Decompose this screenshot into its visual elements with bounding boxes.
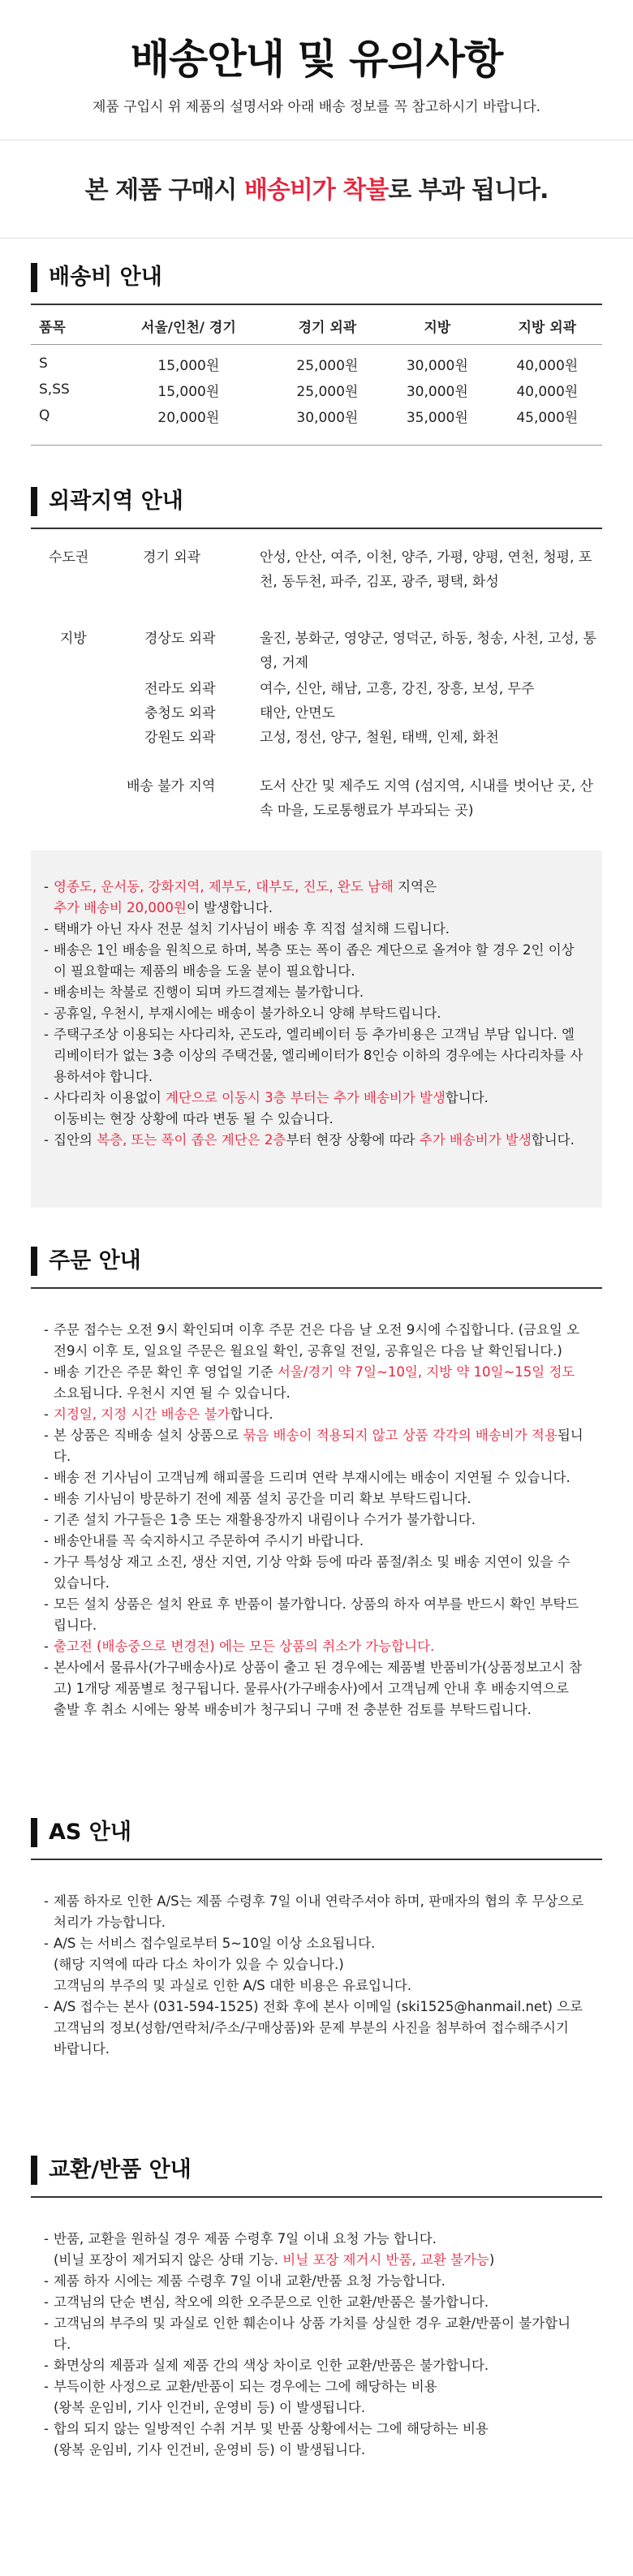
list-item: - A/S 접수는 본사 (031-594-1525) 전화 후에 본사 이메일 (ski1525@hanmail.net) 으로 고객님의 정보(성함/연락처/주소/구매상품)와 문제 부분의 사진을 첨부하여 접수해주시기 바랍니다. xyxy=(44,1997,584,2060)
note-text: 이 발생합니다. xyxy=(186,900,273,915)
note-highlight: 묶음 배송이 적용되지 않고 상품 각각의 배송비가 적용 xyxy=(243,1428,558,1443)
note-text: 부득이한 사정으로 교환/반품이 되는 경우에는 그에 해당하는 비용 xyxy=(54,2379,437,2394)
fee-cell: S xyxy=(39,355,48,372)
note-text: 사다리차 이용없이 xyxy=(54,1090,166,1105)
table-row xyxy=(31,403,602,429)
note-highlight: 복층, 또는 폭이 좁은 계단은 2층 xyxy=(97,1132,286,1148)
region-unavailable-label: 배송 불가 지역 xyxy=(127,778,216,795)
note-text: 고객님의 부주의 및 과실로 인한 A/S 대한 비용은 유료입니다. xyxy=(54,1978,412,1993)
list-item: - 모든 설치 상품은 설치 완료 후 반품이 불가합니다. 상품의 하자 여부를 반드시 확인 부탁드립니다. xyxy=(44,1594,584,1636)
list-item: - 화면상의 제품과 실제 제품 간의 색상 차이로 인한 교환/반품은 불가합니다. xyxy=(44,2355,584,2376)
region-gangwon-list: 고성, 정선, 양구, 철원, 태백, 인제, 화천 xyxy=(260,730,499,746)
fee-cell: 25,000원 xyxy=(296,383,359,400)
list-item: - 본사에서 물류사(가구배송사)로 상품이 출고 된 경우에는 제품별 반품비가(상품정보고시 참고) 1개당 제품별로 청구됩니다. 물류사(가구배송사)에서 고객님께 안내 후 배송지역으로 출발 후 취소 시에는 왕복 배송비가 청구되니 구매 전 충분한 검토를 부탁드립니다. xyxy=(44,1657,584,1721)
region-gangwon-label: 강원도 외곽 xyxy=(144,730,216,746)
note-text: 이동비는 현장 상황에 따라 변동 될 수 있습니다. xyxy=(54,1111,334,1126)
list-item: - 고객님의 단순 변심, 착오에 의한 오주문으로 인한 교환/반품은 불가합니다. xyxy=(44,2292,584,2313)
fee-cell: 35,000원 xyxy=(406,409,468,426)
outer-region-list xyxy=(31,545,602,846)
note-text: A/S 는 서비스 접수일로부터 5~10일 이상 소요됩니다. xyxy=(54,1936,376,1951)
note-text: 배송 기간은 주문 확인 후 영업일 기준 xyxy=(54,1364,278,1380)
list-item: - 제품 하자 시에는 제품 수령후 7일 이내 교환/반품 요청 가능합니다. xyxy=(44,2271,584,2292)
list-item: - 배송은 1인 배송을 원칙으로 하며, 복층 또는 폭이 좁은 계단으로 올겨야 할 경우 2인 이상이 필요할때는 제품의 배송을 도울 분이 필요합니다. xyxy=(44,940,584,982)
note-text: 소요됩니다. 우천시 지연 될 수 있습니다. xyxy=(54,1385,291,1401)
exchange-info-rule xyxy=(31,2196,602,2198)
note-text: 합니다. xyxy=(445,1090,489,1105)
as-info-title: AS 안내 xyxy=(31,1818,131,1847)
as-info-rule xyxy=(31,1859,602,1860)
list-item: - 배송 기사님이 방문하기 전에 제품 설치 공간을 미리 확보 부탁드립니다. xyxy=(44,1488,584,1510)
note-text: 반품, 교환을 원하실 경우 제품 수령후 7일 이내 요청 가능 합니다. xyxy=(54,2231,437,2246)
fee-header-local-outer: 지방 외곽 xyxy=(493,307,602,345)
list-item xyxy=(44,1404,584,1425)
note-text: (해당 지역에 따라 다소 차이가 있을 수 있습니다.) xyxy=(54,1957,344,1972)
note-text: 집안의 xyxy=(54,1132,97,1148)
list-item: - 고객님의 부주의 및 과실로 인한 훼손이나 상품 가치를 상실한 경우 교환/반품이 불가합니다. xyxy=(44,2313,584,2355)
page-subtitle: 제품 구입시 위 제품의 설명서와 아래 배송 정보를 꼭 참고하시기 바랍니다. xyxy=(92,99,541,115)
list-item: - 주택구조상 이용되는 사다리차, 곤도라, 엘리베이터 등 추가비용은 고객님 부담 입니다. 엘리베이터가 없는 3층 이상의 주택건물, 엘리베이터가 8인승 이하의 경우에는 사다리차를 사용하셔야 합니다. xyxy=(44,1024,584,1088)
fee-cell: 15,000원 xyxy=(157,383,220,400)
region-gyeongsang-list: 울진, 봉화군, 영양군, 영덕군, 하동, 청송, 사천, 고성, 통영, 거제 xyxy=(260,631,596,671)
note-text: 합의 되지 않는 일방적인 수취 거부 및 반품 상황에서는 그에 해당하는 비용 xyxy=(54,2421,489,2436)
note-highlight: 비닐 포장 제거시 반품, 교환 불가능 xyxy=(282,2252,489,2268)
region-metro-sub: 경기 외곽 xyxy=(143,549,201,566)
note-text: 합니다. xyxy=(230,1406,273,1422)
order-info-body xyxy=(31,1295,602,1721)
list-item: - 배송비는 착불로 진행이 되며 카드결제는 불가합니다. xyxy=(44,982,584,1003)
order-info-rule xyxy=(31,1287,602,1289)
fee-cell: 30,000원 xyxy=(406,383,468,400)
fee-cell: Q xyxy=(39,407,50,424)
outer-region-rule xyxy=(31,528,602,529)
note-text: 본 상품은 직배송 설치 상품으로 xyxy=(54,1428,243,1443)
region-metro-list: 안성, 안산, 여주, 이천, 양주, 가평, 양평, 연천, 청평, 포천, 동두천, 파주, 김포, 광주, 평택, 화성 xyxy=(260,549,592,590)
page-header xyxy=(0,0,633,239)
fee-header-item: 품목 xyxy=(31,307,105,345)
fee-header-metro: 서울/인천/ 경기 xyxy=(105,307,273,345)
list-item xyxy=(44,1636,584,1657)
region-chungcheong-label: 충청도 외곽 xyxy=(144,705,216,722)
shipping-fee-table xyxy=(31,307,602,429)
shipping-fee-title: 배송비 안내 xyxy=(31,263,162,292)
as-info-body xyxy=(31,1867,602,2060)
list-item: - 공휴일, 우천시, 부재시에는 배송이 불가하오니 양해 부탁드립니다. xyxy=(44,1003,584,1024)
list-item: - 배송 전 기사님이 고객님께 해피콜을 드리며 연락 부재시에는 배송이 지연될 수 있습니다. xyxy=(44,1467,584,1488)
fee-cell: 45,000원 xyxy=(516,409,579,426)
shipping-notes-box xyxy=(31,851,602,1208)
note-text: (왕복 운임비, 기사 인건비, 운영비 등) 이 발생됩니다. xyxy=(54,2400,366,2415)
note-text: 됩니다. xyxy=(54,1428,583,1464)
shipping-fee-bottom-rule xyxy=(31,445,602,446)
list-item: - 기존 설치 가구들은 1층 또는 재활용장까지 내림이나 수거가 불가합니다. xyxy=(44,1510,584,1531)
list-item: - 택배가 아닌 자사 전문 설치 기사님이 배송 후 직접 설치해 드립니다. xyxy=(44,919,584,940)
region-local-label: 지방 xyxy=(60,631,87,647)
fee-cell: 15,000원 xyxy=(157,357,220,374)
fee-cell: 20,000원 xyxy=(157,409,220,426)
fee-cell: 25,000원 xyxy=(296,357,359,374)
region-metro-label: 수도권 xyxy=(49,549,89,566)
outer-region-title: 외곽지역 안내 xyxy=(31,487,183,516)
list-item: - 배송안내를 꼭 숙지하시고 주문하여 주시기 바랍니다. xyxy=(44,1531,584,1552)
list-item: - 가구 특성상 재고 소진, 생산 지연, 기상 악화 등에 따라 품절/취소 및 배송 지연이 있을 수 있습니다. xyxy=(44,1552,584,1594)
list-item: - 주문 접수는 오전 9시 확인되며 이후 주문 건은 다음 날 오전 9시에 수집합니다. (금요일 오전9시 이후 토, 일요일 주문은 월요일 확인, 공휴일 전일, 공휴일은 다음 날 확인됩니다.) xyxy=(44,1320,584,1362)
note-text: (왕복 운임비, 기사 인건비, 운영비 등) 이 발생됩니다. xyxy=(54,2442,366,2458)
note-highlight: 추가 배송비 20,000원 xyxy=(54,900,187,915)
region-gyeongsang-label: 경상도 외곽 xyxy=(144,631,216,647)
notice-divider xyxy=(0,238,633,239)
note-text: 부터 현장 상황에 따라 xyxy=(286,1132,420,1148)
table-row xyxy=(31,377,602,403)
note-highlight: 지정일, 지정 시간 배송은 불가 xyxy=(54,1406,230,1422)
note-highlight: 출고전 (배송중으로 변경전) 에는 모든 상품의 취소가 가능합니다. xyxy=(54,1639,435,1654)
note-highlight: 영종도, 운서동, 강화지역, 제부도, 대부도, 진도, 완도 남해 xyxy=(54,879,394,894)
note-highlight: 계단으로 이동시 3층 부터는 추가 배송비가 발생 xyxy=(166,1090,446,1105)
note-text: 지역은 xyxy=(393,879,437,894)
fee-cell: 40,000원 xyxy=(516,383,579,400)
fee-cell: 30,000원 xyxy=(406,357,468,374)
exchange-info-body xyxy=(31,2204,602,2461)
list-item xyxy=(44,2229,584,2271)
shipping-fee-rule xyxy=(31,304,602,305)
region-unavailable-list: 도서 산간 및 제주도 지역 (섬지역, 시내를 벗어난 곳, 산 속 마을, 도로통행료가 부과되는 곳) xyxy=(260,778,593,819)
region-jeolla-list: 여수, 신안, 해남, 고흥, 강진, 장흥, 보성, 무주 xyxy=(260,681,535,697)
order-notes-list xyxy=(31,1295,602,1721)
list-item xyxy=(44,877,584,919)
fee-table-header-row xyxy=(31,307,602,345)
list-item xyxy=(44,1130,584,1151)
note-text: ) xyxy=(489,2252,495,2268)
as-notes-list xyxy=(31,1867,602,2060)
exchange-notes-list xyxy=(31,2204,602,2461)
list-item xyxy=(44,2419,584,2461)
list-item xyxy=(44,1933,584,1997)
fee-header-local: 지방 xyxy=(382,307,492,345)
fee-notice-prefix: 본 제품 구매시 xyxy=(84,176,244,205)
exchange-info-title: 교환/반품 안내 xyxy=(31,2156,192,2185)
fee-header-gyeonggi-outer: 경기 외곽 xyxy=(273,307,382,345)
order-info-title: 주문 안내 xyxy=(31,1247,141,1276)
list-item xyxy=(44,2376,584,2419)
note-highlight: 추가 배송비가 발생 xyxy=(419,1132,532,1148)
list-item xyxy=(44,1088,584,1130)
fee-notice xyxy=(0,170,633,205)
shipping-notes-list xyxy=(31,851,602,1151)
list-item xyxy=(44,1425,584,1467)
region-jeolla-label: 전라도 외곽 xyxy=(144,681,216,697)
list-item: - 제품 하자로 인한 A/S는 제품 수령후 7일 이내 연락주셔야 하며, 판매자의 협의 후 무상으로 처리가 가능합니다. xyxy=(44,1891,584,1933)
note-text: (비닐 포장이 제거되지 않은 상태 기능. xyxy=(54,2252,283,2268)
note-text: 합니다. xyxy=(531,1132,575,1148)
list-item xyxy=(44,1362,584,1404)
table-row xyxy=(31,345,602,377)
note-highlight: 서울/경기 약 7일~10일, 지방 약 10일~15일 정도 xyxy=(277,1364,575,1380)
fee-cell: S,SS xyxy=(39,381,70,398)
fee-notice-highlight: 배송비가 착불 xyxy=(243,176,389,205)
fee-cell: 40,000원 xyxy=(516,357,579,374)
region-chungcheong-list: 태안, 안면도 xyxy=(260,705,335,722)
fee-notice-suffix: 로 부과 됩니다. xyxy=(388,176,549,205)
page-title: 배송안내 및 유의사항 xyxy=(130,36,503,83)
fee-cell: 30,000원 xyxy=(296,409,359,426)
